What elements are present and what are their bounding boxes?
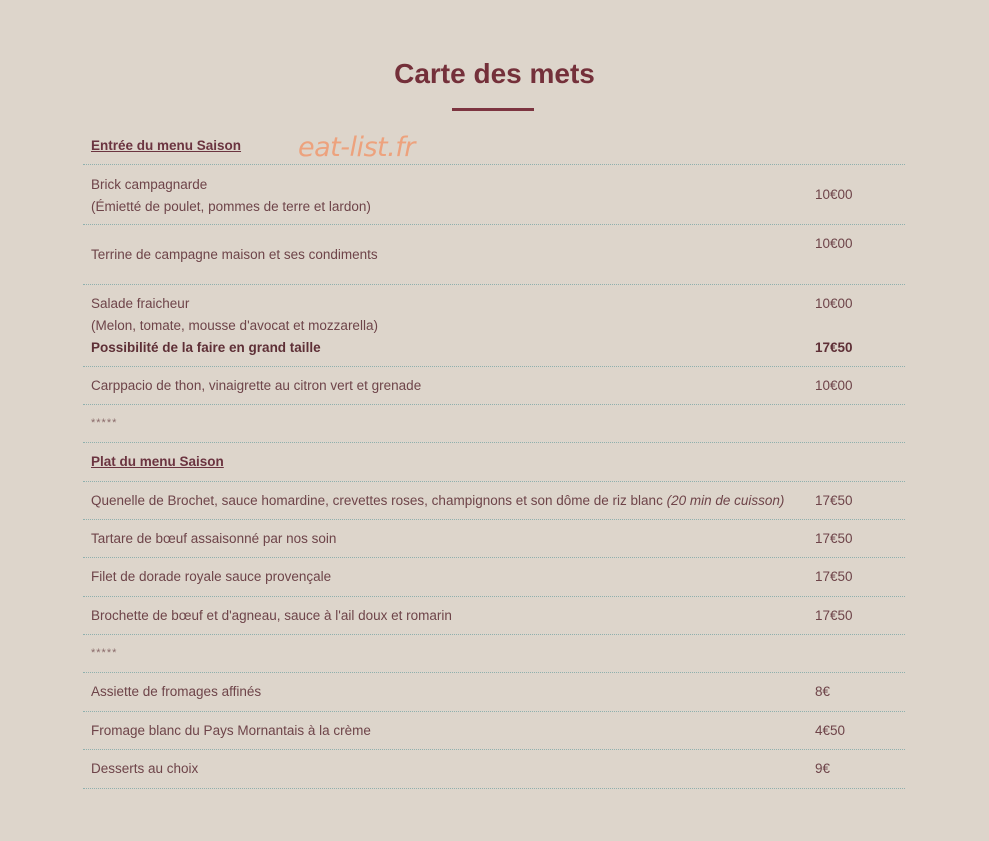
menu-item-tartare — [83, 520, 905, 558]
item-detail: (Melon, tomate, mousse d'avocat et mozzarella) — [91, 318, 378, 333]
menu-item-fromages — [83, 673, 905, 712]
menu-item-brick — [83, 165, 905, 225]
item-price: 4€50 — [815, 723, 846, 738]
item-extra: Possibilité de la faire en grand taille — [91, 340, 321, 355]
item-price: 8€ — [815, 684, 831, 699]
menu-table — [83, 132, 905, 789]
item-name: Terrine de campagne maison et ses condiments — [91, 247, 378, 262]
section-plats — [83, 443, 905, 482]
item-name: Brick campagnarde — [91, 177, 208, 192]
item-name: Filet de dorade royale sauce provençale — [91, 569, 332, 584]
item-price: 17€50 — [815, 608, 853, 623]
page-title: Carte des mets — [394, 58, 595, 89]
item-price: 9€ — [815, 761, 831, 776]
menu-item-carpaccio — [83, 367, 905, 405]
item-name: Tartare de bœuf assaisonné par nos soin — [91, 531, 337, 546]
menu-item-salade — [83, 285, 905, 367]
item-name: Brochette de bœuf et d'agneau, sauce à l'ail doux et romarin — [91, 608, 452, 623]
item-name: Assiette de fromages affinés — [91, 684, 262, 699]
item-name: Desserts au choix — [91, 761, 199, 776]
menu-item-terrine — [83, 225, 905, 285]
item-price: 10€00 — [815, 378, 853, 393]
item-name-text: Quenelle de Brochet, sauce homardine, crevettes roses, champignons et son dôme de riz blanc — [91, 493, 663, 508]
item-name — [91, 493, 784, 508]
item-price: 17€50 — [815, 493, 853, 508]
separator-stars: ***** — [91, 417, 118, 429]
separator-row — [83, 405, 905, 443]
item-price: 17€50 — [815, 569, 853, 584]
item-price: 10€00 — [815, 187, 853, 202]
menu-item-desserts — [83, 750, 905, 789]
item-name: Fromage blanc du Pays Mornantais à la crème — [91, 723, 371, 738]
item-name: Carppacio de thon, vinaigrette au citron vert et grenade — [91, 378, 422, 393]
menu-item-brochette — [83, 597, 905, 635]
section-entrees — [83, 132, 905, 165]
item-price: 10€00 — [815, 296, 853, 311]
item-extra-price: 17€50 — [815, 340, 853, 355]
item-price: 17€50 — [815, 531, 853, 546]
section-heading-plats: Plat du menu Saison — [91, 454, 224, 469]
item-name: Salade fraicheur — [91, 296, 190, 311]
menu-item-quenelle — [83, 482, 905, 520]
item-detail: (Émietté de poulet, pommes de terre et lardon) — [91, 199, 371, 214]
item-note: (20 min de cuisson) — [666, 493, 785, 508]
menu-item-fromage-blanc — [83, 712, 905, 750]
separator-row — [83, 635, 905, 673]
title-underline — [452, 108, 534, 111]
menu-item-dorade — [83, 558, 905, 597]
watermark-text: eat-list.fr — [298, 132, 415, 163]
section-heading-entrees: Entrée du menu Saison — [91, 138, 242, 153]
separator-stars: ***** — [91, 647, 118, 659]
item-price: 10€00 — [815, 236, 853, 251]
